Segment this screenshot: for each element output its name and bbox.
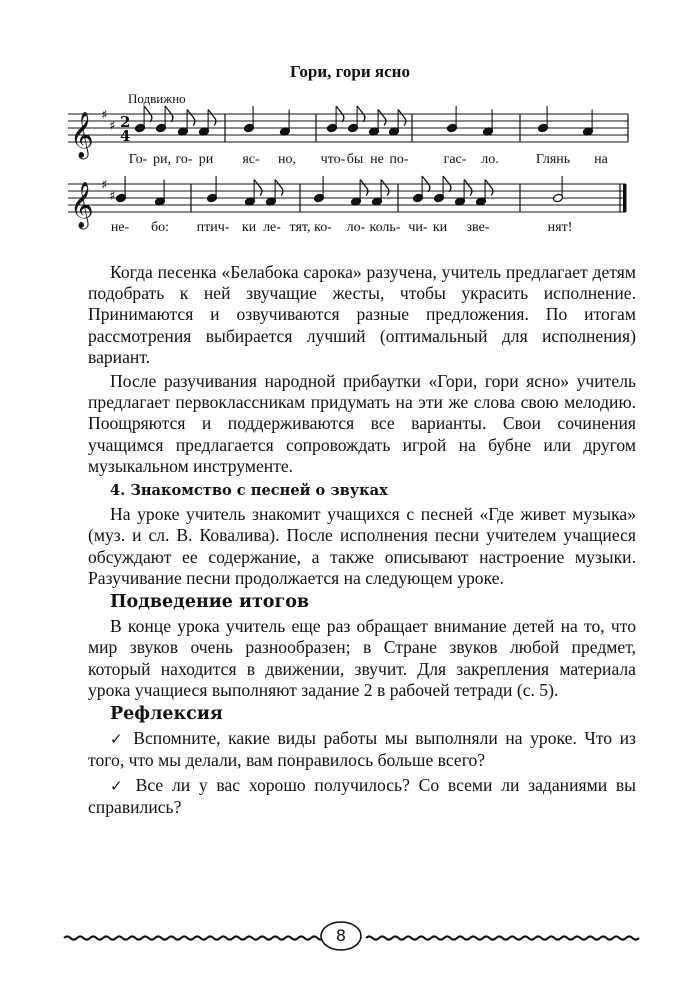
subsection-heading: 4. Знакомство с песней о звуках <box>110 482 388 500</box>
lyric-syllable: ко- <box>314 220 332 235</box>
lyric-syllable: Глянь <box>535 152 571 167</box>
lyric-syllable: яс- <box>242 152 260 167</box>
paragraph: В конце урока учитель еще раз обращает внимание детей на то, что мир звуков очень разнообразен; в Стране звуков любой предмет, который находится в движении, звучит. Для закрепления материала урока учащиеся выполняют задание 2 в рабочей тетради (с. 5). <box>88 616 636 700</box>
note-flag <box>254 180 262 196</box>
sharp-icon: ♯ <box>101 108 108 123</box>
note-flag <box>378 110 386 126</box>
lyrics-line-1 <box>129 152 609 167</box>
sharp-icon: ♯ <box>109 189 116 204</box>
note-flag <box>398 110 406 126</box>
sharp-icon: ♯ <box>109 119 116 134</box>
treble-clef-icon: 𝄞 <box>70 112 94 158</box>
lyric-syllable: бы <box>346 152 364 167</box>
section-heading-summary: Подведение итогов <box>110 592 310 613</box>
lyric-syllable: го- <box>175 152 193 167</box>
final-bar-thick <box>623 184 627 212</box>
check-icon: ✓ <box>110 730 126 749</box>
sharp-icon: ♯ <box>101 178 108 193</box>
time-signature-top: 2 <box>120 113 131 131</box>
song-title: Гори, гори ясно <box>290 62 410 81</box>
lyric-syllable: что- <box>320 152 346 167</box>
treble-clef-icon: 𝄞 <box>70 182 94 228</box>
note-flag <box>208 110 216 126</box>
lyric-syllable: бо: <box>150 220 170 235</box>
lyric-syllable: ри <box>198 152 214 167</box>
page-number: 8 <box>335 926 347 945</box>
question-text: Все ли у вас хорошо получилось? Со всеми ли заданиями вы справились? <box>88 774 636 817</box>
reflection-question <box>88 775 636 818</box>
lesson-text <box>88 262 636 821</box>
note-flag <box>464 180 472 196</box>
tempo-marking: Подвижно <box>128 91 186 106</box>
lyric-syllable: не <box>370 152 384 167</box>
lyric-syllable: тят, <box>289 220 311 235</box>
question-text: Вспомните, какие виды работы мы выполняли на уроке. Что из того, что мы делали, вам понравилось больше всего? <box>88 728 636 771</box>
section-heading-reflection: Рефлексия <box>110 704 223 725</box>
lyric-syllable: Го- <box>128 152 148 167</box>
music-score <box>0 85 700 245</box>
check-icon: ✓ <box>110 776 127 795</box>
lyric-syllable: гас- <box>443 152 467 167</box>
lyric-syllable: зве- <box>466 220 490 235</box>
paragraph: После разучивания народной прибаутки «Гори, гори ясно» учитель предлагает первоклассникам придумать на эти же слова свою мелодию. Поощряются и поддерживаются все варианты. Свои сочинения учащимся предлагается сопровождать игрой на бубне или другом музыкальном инструменте. <box>88 371 636 476</box>
lyric-syllable: ки <box>432 220 448 235</box>
paragraph: На уроке учитель знакомит учащихся с песней «Где живет музыка» (муз. и сл. В. Ковалива). После исполнения песни учителем учащиеся обсуждают ее содержание, а также описывают настроение музыки. Разучивание песни продолжается на следующем уроке. <box>88 504 636 588</box>
note-flag <box>381 180 389 196</box>
lyrics-line-2 <box>111 220 573 235</box>
note-flag <box>275 180 283 196</box>
lyric-syllable: но, <box>278 152 296 167</box>
lyric-syllable: коль- <box>369 220 401 235</box>
lyric-syllable: ло. <box>481 152 499 167</box>
note-flag <box>187 110 195 126</box>
reflection-question <box>88 728 636 771</box>
lyric-syllable: ле- <box>263 220 281 235</box>
wave-line-left <box>64 936 324 939</box>
lyric-syllable: на <box>594 152 608 167</box>
note-flag <box>485 180 493 196</box>
paragraph: Когда песенка «Белабока сарока» разучена, учитель предлагает детям подобрать к ней звучащие жесты, чтобы украсить исполнение. Принимаются и озвучиваются разные предложения. По итогам рассмотрения выбирается лучший (оптимальный для исполнения) вариант. <box>88 262 636 367</box>
lyric-syllable: не- <box>110 220 130 235</box>
lyric-syllable: чи- <box>408 220 428 235</box>
wave-line-right <box>366 936 639 939</box>
time-signature-bottom: 4 <box>120 127 131 145</box>
lyric-syllable: птич- <box>196 220 230 235</box>
lyric-syllable: ри, <box>153 152 171 167</box>
lyric-syllable: по- <box>389 152 409 167</box>
note-flag <box>360 180 368 196</box>
lyric-syllable: нят! <box>547 220 573 235</box>
lyric-syllable: ки <box>241 220 257 235</box>
lyric-syllable: ло- <box>346 220 366 235</box>
